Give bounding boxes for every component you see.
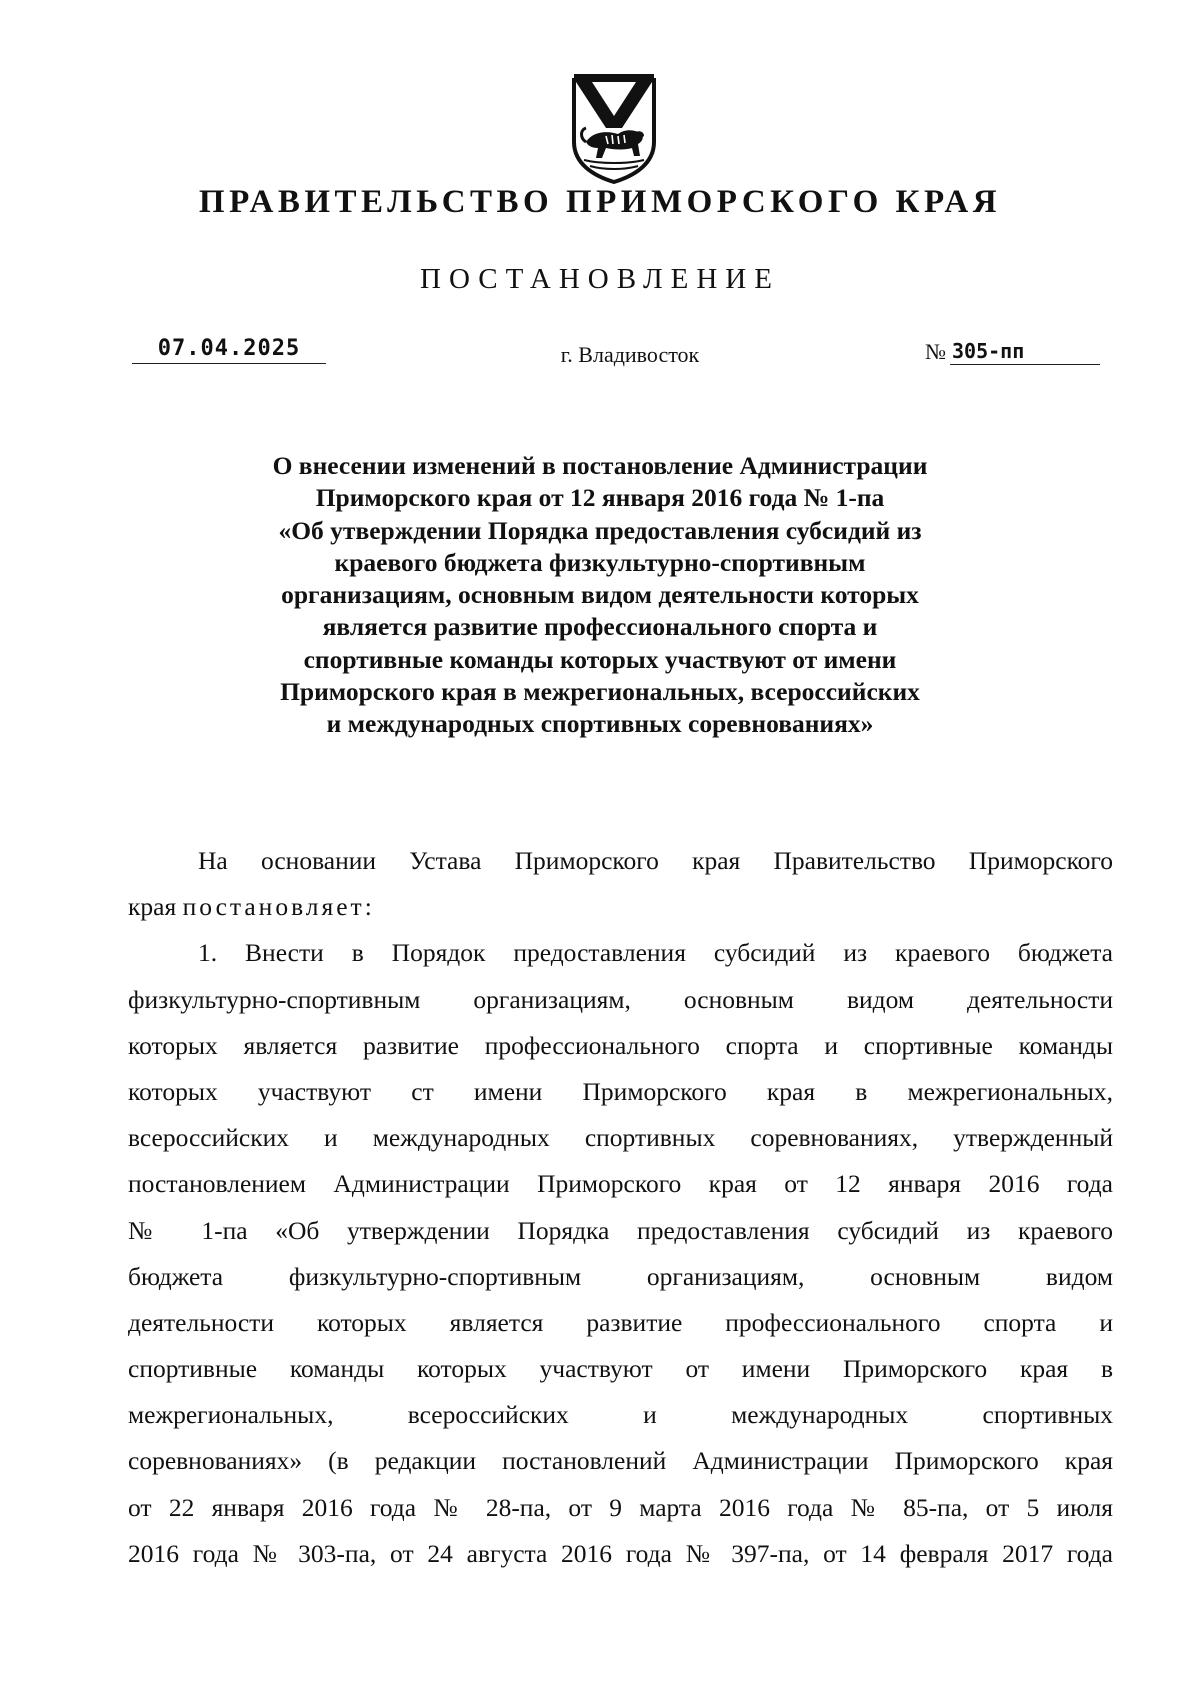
document-date: 07.04.2025 <box>157 336 301 361</box>
clause-line: деятельности которых является развитие профессионального спорта и <box>128 1307 1113 1337</box>
clause-line: от 22 января 2016 года № 28-па, от 9 марта 2016 года № 85-па, от 5 июля <box>128 1492 1113 1522</box>
document-number-underline <box>950 338 1100 365</box>
clause-line: постановлением Администрации Приморского края от 12 января 2016 года <box>128 1169 1113 1199</box>
heading-line: «Об утверждении Порядка предоставления субсидий из <box>278 515 922 545</box>
clause-line: всероссийских и международных спортивных соревнованиях, утвержденный <box>128 1123 1113 1153</box>
document-type-title: ПОСТАНОВЛЕНИЕ <box>420 263 780 295</box>
heading-line: Приморского края в межрегиональных, всероссийских <box>280 677 920 707</box>
document-city: г. Владивосток <box>560 342 700 367</box>
clause-line: бюджета физкультурно-спортивным организациям, основным видом <box>128 1261 1113 1291</box>
clause-line: спортивные команды которых участвуют от имени Приморского края в <box>128 1354 1113 1384</box>
heading-line: и международных спортивных соревнованиях» <box>326 709 874 739</box>
heading-line: организациям, основным видом деятельности которых <box>281 580 919 610</box>
document-number-field <box>925 338 1100 365</box>
preamble-resolves: постановляет: <box>182 892 375 922</box>
document-heading <box>160 450 1040 741</box>
clause-line: которых является развитие профессионального спорта и спортивные команды <box>128 1030 1113 1060</box>
preamble-prefix: края <box>128 892 177 922</box>
government-title: ПРАВИТЕЛЬСТВО ПРИМОРСКОГО КРАЯ <box>198 184 1002 220</box>
document-meta-row <box>0 336 1200 376</box>
preamble-line: На основании Устава Приморского края Правительство Приморского <box>198 846 1113 875</box>
heading-line: краевого бюджета физкультурно-спортивным <box>334 547 866 577</box>
clause-line: соревнованиях» (в редакции постановлений Администрации Приморского края <box>128 1446 1113 1476</box>
clause-line: № 1-па «Об утверждении Порядка предоставления субсидий из краевого <box>128 1215 1113 1245</box>
primorsky-krai-coat-of-arms-icon <box>570 72 658 184</box>
heading-line: спортивные команды которых участвуют от имени <box>303 644 897 674</box>
heading-line: Приморского края от 12 января 2016 года № 1-па <box>315 483 885 513</box>
clause-line: 2016 года № 303-па, от 24 августа 2016 года № 397-па, от 14 февраля 2017 года <box>128 1538 1113 1568</box>
heading-line: является развитие профессионального спорта и <box>322 612 878 642</box>
document-body <box>128 838 1113 1577</box>
heading-line: О внесении изменений в постановление Администрации <box>272 451 928 480</box>
clause-line: физкультурно-спортивным организациям, основным видом деятельности <box>128 984 1113 1014</box>
clause-line: межрегиональных, всероссийских и международных спортивных <box>128 1400 1113 1430</box>
clause-line: которых участвуют ст имени Приморского края в межрегиональных, <box>128 1076 1113 1106</box>
number-sign: № <box>925 339 946 364</box>
clause-line: 1. Внести в Порядок предоставления субсидий из краевого бюджета <box>198 938 1113 968</box>
preamble-line <box>128 884 1113 930</box>
document-number: 305-пп <box>952 339 1025 363</box>
